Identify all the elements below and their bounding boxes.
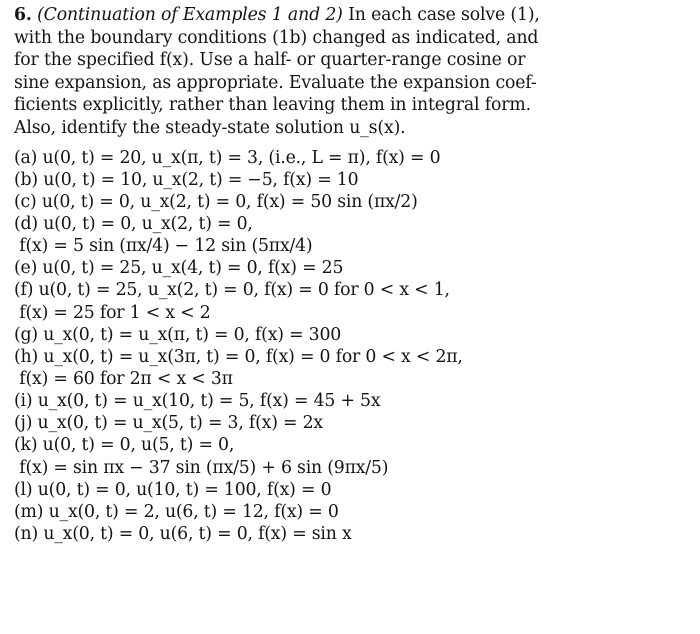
part-label: (i)	[14, 391, 33, 412]
part-label: (h)	[14, 346, 39, 367]
part-label: (k)	[14, 435, 38, 456]
part-item	[14, 434, 686, 456]
problem-line-1	[14, 4, 686, 27]
part-text: u_x(0, t) = 0, u(6, t) = 0, f(x) = sin x	[43, 523, 352, 544]
part-label: (e)	[14, 258, 38, 279]
part-item	[14, 169, 686, 191]
problem-title: (Continuation of Examples 1 and 2)	[37, 5, 343, 25]
part-item	[14, 279, 686, 301]
part-text: u(0, t) = 0, u(10, t) = 100, f(x) = 0	[37, 479, 332, 500]
part-item	[14, 257, 686, 279]
part-item	[14, 523, 686, 545]
problem-text-line: with the boundary conditions (1b) changed as indicated, and	[14, 27, 539, 48]
part-label: (b)	[14, 169, 38, 190]
problem-text-line: Also, identify the steady-state solution u_s(x).	[14, 117, 406, 138]
part-text: u(0, t) = 0, u(5, t) = 0,	[42, 435, 235, 456]
part-text: f(x) = 5 sin (πx/4) − 12 sin (5πx/4)	[19, 236, 313, 257]
problem-statement	[14, 4, 686, 140]
part-text: u(0, t) = 10, u_x(2, t) = −5, f(x) = 10	[43, 169, 359, 190]
problem-text-line: ficients explicitly, rather than leaving them in integral form.	[14, 95, 531, 116]
part-continuation	[14, 368, 686, 390]
part-item	[14, 147, 686, 169]
part-label: (c)	[14, 191, 37, 212]
part-text: f(x) = sin πx − 37 sin (πx/5) + 6 sin (9πx/5)	[19, 457, 389, 478]
part-item	[14, 390, 686, 412]
part-label: (n)	[14, 523, 39, 544]
part-text: u_x(0, t) = u_x(π, t) = 0, f(x) = 300	[43, 324, 342, 345]
part-text: u_x(0, t) = u_x(3π, t) = 0, f(x) = 0 for 0 < x < 2π,	[43, 346, 463, 367]
part-item	[14, 479, 686, 501]
part-item	[14, 324, 686, 346]
part-item	[14, 501, 686, 523]
parts-list	[14, 147, 686, 546]
part-text: u_x(0, t) = u_x(10, t) = 5, f(x) = 45 + 5x	[37, 391, 381, 412]
problem-text-line: sine expansion, as appropriate. Evaluate the expansion coef-	[14, 72, 537, 93]
part-text: u_x(0, t) = u_x(5, t) = 3, f(x) = 2x	[37, 413, 323, 434]
part-label: (g)	[14, 324, 38, 345]
part-text: u(0, t) = 0, u_x(2, t) = 0, f(x) = 50 sin (πx/2)	[41, 191, 418, 212]
part-item	[14, 213, 686, 235]
part-text: f(x) = 60 for 2π < x < 3π	[19, 368, 233, 389]
part-label: (a)	[14, 147, 38, 168]
part-label: (m)	[14, 501, 44, 522]
problem-text-line: In each case solve (1),	[348, 5, 540, 25]
part-continuation	[14, 457, 686, 479]
part-item	[14, 346, 686, 368]
part-label: (j)	[14, 413, 33, 434]
part-continuation	[14, 302, 686, 324]
problem-text-line: for the specified f(x). Use a half- or quarter-range cosine or	[14, 50, 526, 71]
part-label: (l)	[14, 479, 33, 500]
part-text: u(0, t) = 25, u_x(4, t) = 0, f(x) = 25	[42, 258, 344, 279]
problem-number: 6.	[14, 5, 32, 25]
part-text: u(0, t) = 20, u_x(π, t) = 3, (i.e., L = π), f(x) = 0	[42, 147, 441, 168]
part-item	[14, 412, 686, 434]
part-continuation	[14, 235, 686, 257]
part-text: f(x) = 25 for 1 < x < 2	[19, 302, 211, 323]
part-label: (f)	[14, 280, 34, 301]
part-item	[14, 191, 686, 213]
part-text: u(0, t) = 0, u_x(2, t) = 0,	[43, 213, 253, 234]
part-text: u_x(0, t) = 2, u(6, t) = 12, f(x) = 0	[48, 501, 339, 522]
part-text: u(0, t) = 25, u_x(2, t) = 0, f(x) = 0 for 0 < x < 1,	[38, 280, 450, 301]
part-label: (d)	[14, 213, 38, 234]
